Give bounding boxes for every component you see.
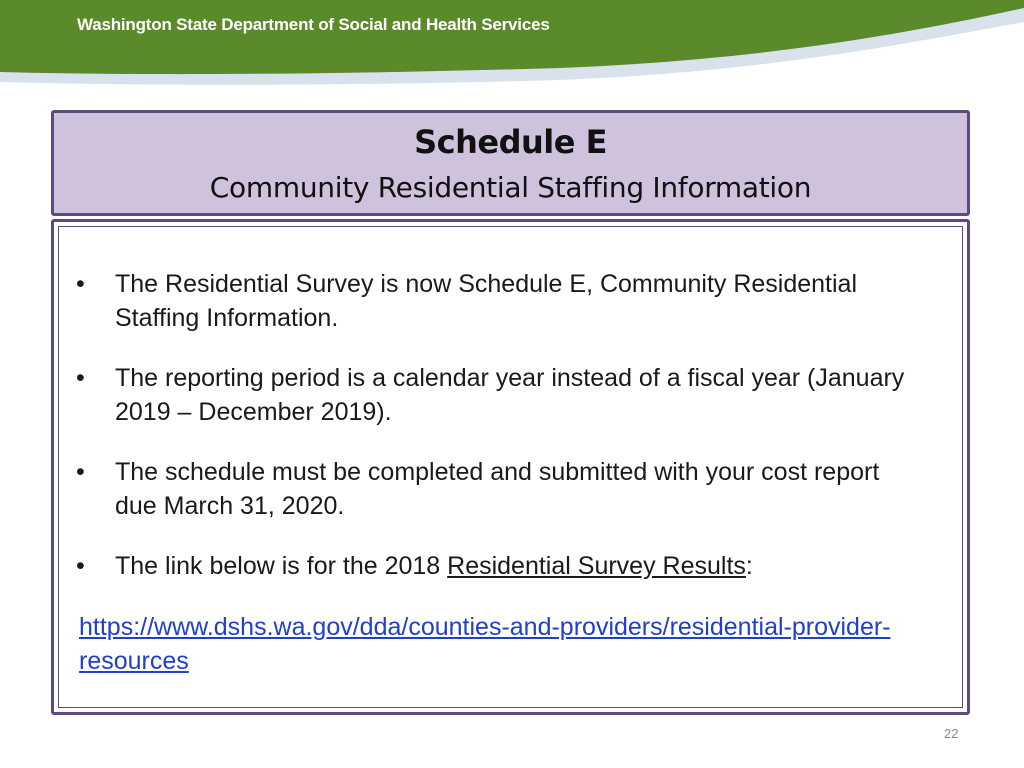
bullet-icon: •	[76, 270, 85, 298]
slide-subtitle: Community Residential Staffing Information	[209, 171, 812, 204]
residential-survey-results-link[interactable]: Residential Survey Results	[447, 552, 746, 580]
header-banner	[0, 0, 1024, 90]
title-box	[51, 110, 970, 216]
bullet-item	[59, 361, 919, 429]
bullet-text-prefix: The link below is for the 2018	[115, 552, 448, 580]
content-inner-frame	[58, 226, 963, 708]
bullet-text: The schedule must be completed and submitted with your cost report due March 31, 2020.	[115, 458, 880, 520]
bullet-icon: •	[76, 364, 85, 392]
bullet-item	[59, 549, 919, 583]
bullet-text: The Residential Survey is now Schedule E, Community Residential Staffing Information.	[115, 270, 858, 332]
slide-title: Schedule E	[414, 123, 607, 161]
bullet-item	[59, 455, 919, 523]
bullet-icon: •	[76, 552, 85, 580]
bullet-icon: •	[76, 458, 85, 486]
bullet-text	[115, 549, 919, 583]
bullet-text-suffix: :	[745, 552, 753, 580]
bullet-item	[59, 267, 919, 335]
content-box	[51, 219, 970, 715]
agency-name: Washington State Department of Social and Health Services	[77, 15, 550, 34]
page-number: 22	[944, 726, 959, 741]
residential-provider-resources-url[interactable]: https://www.dshs.wa.gov/dda/counties-and-providers/residential-provider-resources	[79, 613, 891, 675]
banner-graphic	[0, 0, 1024, 90]
bullet-text: The reporting period is a calendar year instead of a fiscal year (January 2019 – December 2019).	[115, 364, 905, 426]
